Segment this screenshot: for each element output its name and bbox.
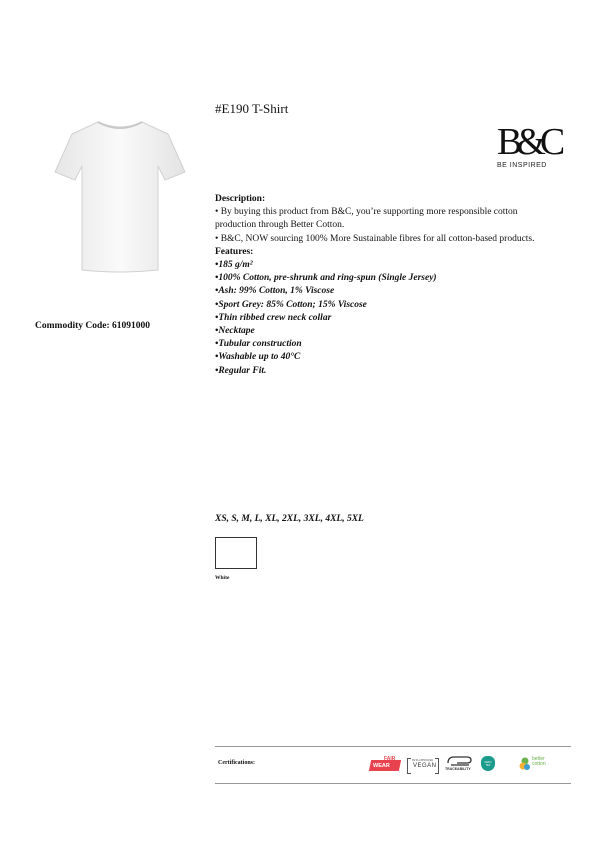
feature-item: •100% Cotton, pre-shrunk and ring-spun (Single Jersey)	[215, 273, 437, 284]
feature-item: •Sport Grey: 85% Cotton; 15% Viscose	[215, 299, 367, 310]
vegan-small-text: PETA-APPROVED	[412, 759, 434, 762]
vegan-text: VEGAN	[413, 763, 437, 769]
description-line: • By buying this product from B&C, you’re supporting more responsible cotton production through Better Cotton.	[215, 207, 518, 231]
feature-item: •Washable up to 40°C	[215, 352, 301, 363]
traceability-text: TRACEABILITY	[445, 767, 471, 771]
better-cotton-text-bottom: cotton	[532, 761, 546, 767]
certifications-divider-top	[215, 746, 571, 747]
fair-wear-text-top: FAIR	[384, 756, 396, 762]
color-swatch-label: White	[215, 575, 230, 581]
fair-wear-badge	[370, 757, 400, 771]
feature-item: •Regular Fit.	[215, 365, 267, 376]
fair-wear-text-bottom: WEAR	[373, 763, 390, 769]
product-title: #E190 T-Shirt	[215, 101, 289, 116]
features-heading: Features:	[215, 246, 254, 257]
description-line: • B&C, NOW sourcing 100% More Sustainable fibres for all cotton-based products.	[215, 233, 535, 244]
brand-tagline: BE INSPIRED	[497, 162, 547, 169]
better-cotton-text-top: better	[532, 756, 545, 762]
traceability-icon	[445, 755, 475, 767]
oeko-tex-badge	[481, 756, 495, 771]
color-swatch-white	[215, 537, 257, 569]
commodity-code: Commodity Code: 61091000	[35, 321, 151, 331]
feature-item: •Ash: 99% Cotton, 1% Viscose	[215, 286, 335, 297]
svg-text:B&C: B&C	[497, 121, 560, 162]
feature-item: •Thin ribbed crew neck collar	[215, 312, 332, 323]
better-cotton-icon	[519, 757, 531, 771]
feature-item: •185 g/m²	[215, 260, 253, 271]
product-image	[40, 104, 200, 284]
better-cotton-badge	[519, 756, 559, 772]
traceability-badge	[445, 754, 475, 774]
product-details	[215, 193, 545, 378]
feature-item: •Tubular construction	[215, 339, 302, 350]
vegan-badge	[407, 758, 439, 772]
certifications-label: Certifications:	[218, 760, 255, 766]
bc-logo-icon	[495, 118, 565, 162]
description-heading: Description:	[215, 194, 266, 204]
size-list: XS, S, M, L, XL, 2XL, 3XL, 4XL, 5XL	[215, 514, 364, 524]
oeko-tex-text: OEKO TEX	[484, 761, 492, 767]
tshirt-icon	[40, 104, 200, 284]
certifications-divider-bottom	[215, 783, 571, 784]
feature-item: •Necktape	[215, 326, 255, 337]
